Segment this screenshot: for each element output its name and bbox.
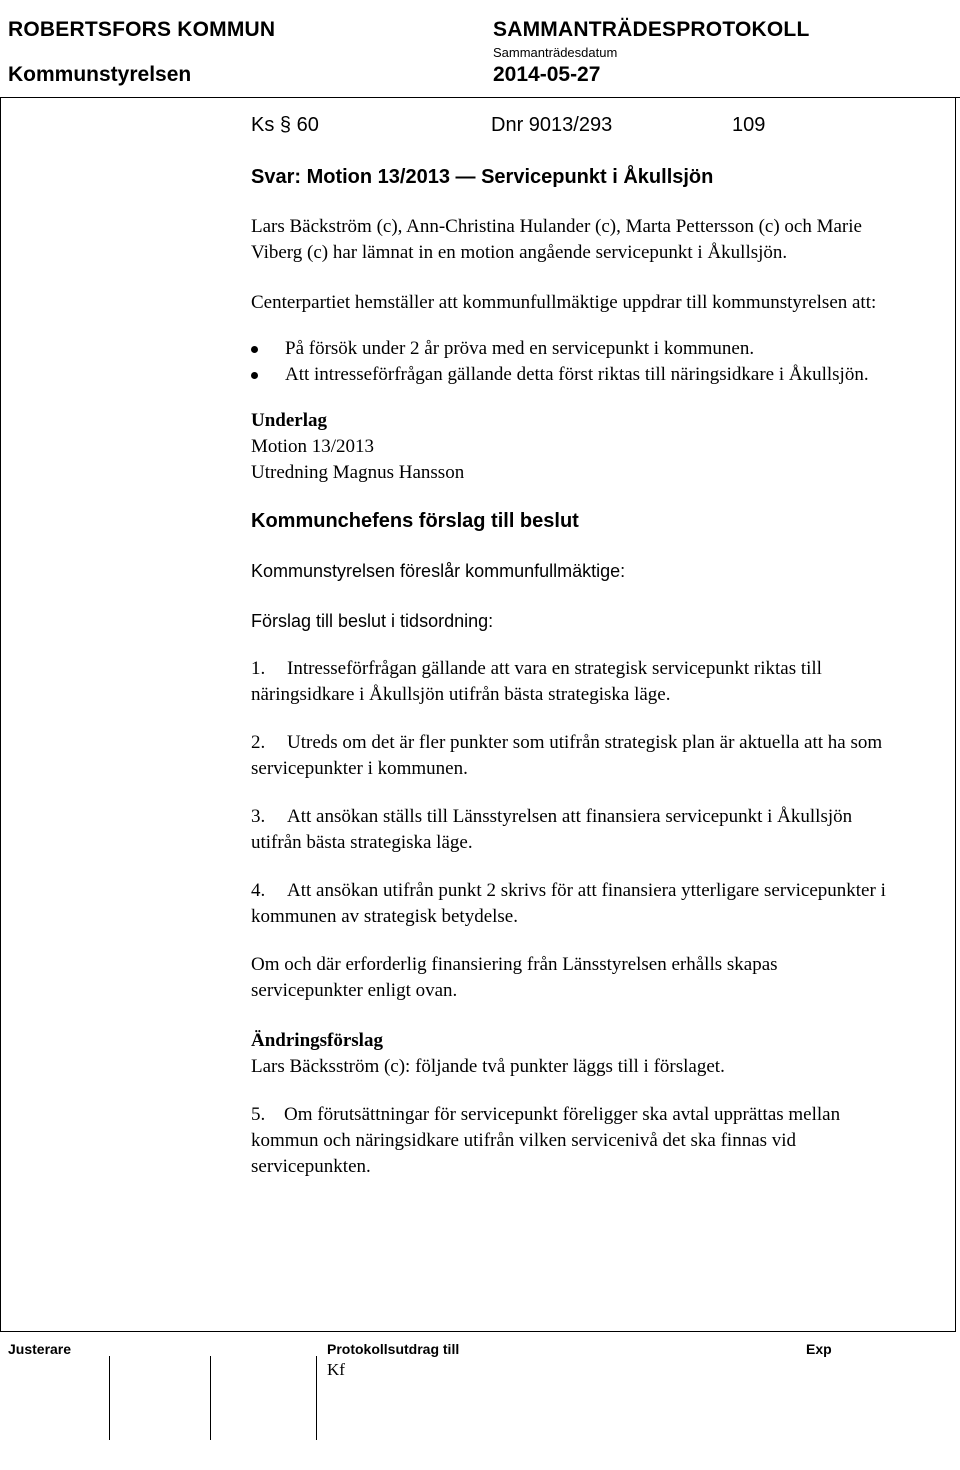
proposal-item [251, 804, 891, 856]
frame-top-line [0, 97, 960, 98]
item-text: Intresseförfrågan gällande att vara en strategisk servicepunkt riktas till näringsidkare i Åkullsjön utifrån bästa strategiska läge. [251, 658, 822, 705]
footer-recipient-kf: Kf [327, 1360, 345, 1379]
underlag-item: Motion 13/2013 [251, 436, 374, 457]
case-number: Ks § 60 [251, 114, 319, 136]
item-text: Om förutsättningar för servicepunkt föreligger ska avtal upprättas mellan kommun och näringsidkare utifrån vilken servicenivå det ska finnas vid servicepunkten. [251, 1104, 841, 1177]
list-item: Att intresseförfrågan gällande detta först riktas till näringsidkare i Åkullsjön. [251, 362, 891, 388]
proposal-closing-paragraph: Om och där erforderlig finansiering från Länsstyrelsen erhålls skapas servicepunkter enligt ovan. [251, 954, 778, 1001]
proposal-item [251, 656, 891, 708]
page-number: 109 [732, 114, 766, 136]
document-title: Svar: Motion 13/2013 — Servicepunkt i Åkullsjön [251, 166, 714, 188]
frame-bottom-line [0, 1331, 956, 1332]
item-number: 2. [251, 732, 266, 753]
signature-box-divider [210, 1356, 211, 1440]
proposal-order-line: Förslag till beslut i tidsordning: [251, 611, 494, 631]
committee-name: Kommunstyrelsen [8, 63, 192, 86]
case-reference-line [251, 112, 891, 140]
motion-bullet-list [251, 336, 891, 388]
footer-protokollsutdrag-label: Protokollsutdrag till [327, 1341, 460, 1357]
proposal-item [251, 730, 891, 782]
amendment-heading: Ändringsförslag [251, 1030, 383, 1051]
amendment-line: Lars Bäcksström (c): följande två punkter läggs till i förslaget. [251, 1056, 725, 1077]
item-number: 1. [251, 658, 266, 679]
diary-number: Dnr 9013/293 [491, 114, 613, 136]
item-text: Utreds om det är fler punkter som utifrån strategisk plan är aktuella att ha som servicepunkter i kommunen. [251, 732, 883, 779]
item-text: Att ansökan utifrån punkt 2 skrivs för att finansiera ytterligare servicepunkter i kommunen av strategisk betydelse. [251, 880, 886, 927]
document-body [251, 112, 891, 1180]
proposal-item [251, 878, 891, 930]
item-number: 4. [251, 880, 266, 901]
amendment-item [251, 1102, 891, 1180]
proposal-heading: Kommunchefens förslag till beslut [251, 510, 579, 532]
protocol-title: SAMMANTRÄDESPROTOKOLL [493, 18, 810, 41]
frame-right-line [955, 97, 956, 1332]
signature-box-divider [316, 1356, 317, 1440]
item-number: 3. [251, 806, 266, 827]
underlag-item: Utredning Magnus Hansson [251, 462, 465, 483]
footer-justerare-label: Justerare [8, 1341, 72, 1357]
footer-exp-label: Exp [806, 1341, 832, 1357]
signature-box-divider [109, 1356, 110, 1440]
item-text: Att ansökan ställs till Länsstyrelsen att finansiera servicepunkt i Åkullsjön utifrån bästa strategiska läge. [251, 806, 853, 853]
motion-intro-paragraph: Lars Bäckström (c), Ann-Christina Hulander (c), Marta Pettersson (c) och Marie Viberg (c) har lämnat in en motion angående servicepunkt i Åkullsjön. [251, 216, 862, 263]
organization-name: ROBERTSFORS KOMMUN [8, 18, 276, 41]
meeting-date-label: Sammanträdesdatum [493, 45, 618, 60]
underlag-heading: Underlag [251, 410, 327, 431]
motion-request-paragraph: Centerpartiet hemställer att kommunfullmäktige uppdrar till kommunstyrelsen att: [251, 292, 877, 313]
meeting-date: 2014-05-27 [493, 63, 601, 86]
proposal-intro-line: Kommunstyrelsen föreslår kommunfullmäktige: [251, 561, 626, 581]
frame-left-line [0, 97, 1, 1332]
list-item: På försök under 2 år pröva med en servicepunkt i kommunen. [251, 336, 891, 362]
item-number: 5. [251, 1104, 266, 1125]
